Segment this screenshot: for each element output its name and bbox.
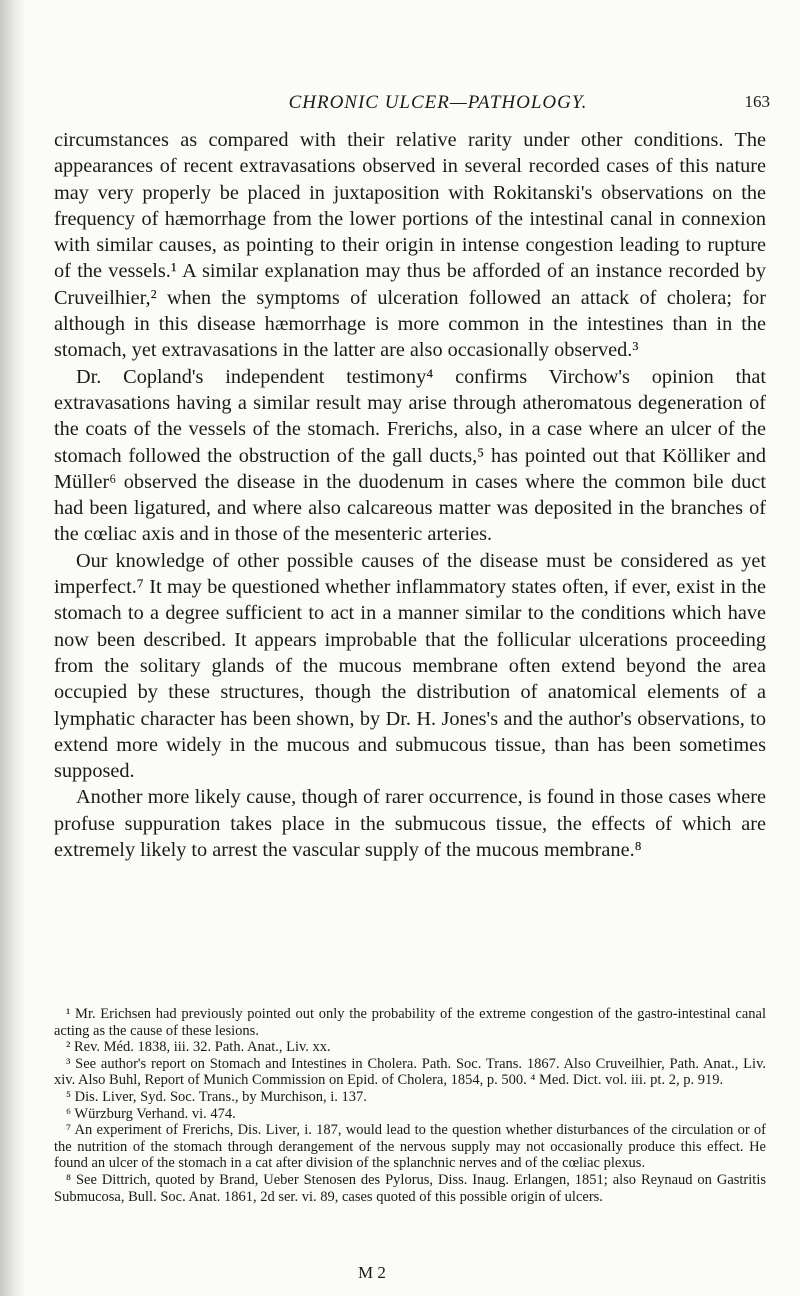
footnotes (54, 1006, 766, 1205)
paragraph: Dr. Copland's independent testimony⁴ confirms Virchow's opinion that extravasations having a similar result may arise through atheromatous degeneration of the coats of the vessels of the stomach. Frerichs, also, in a case where an ulcer of the stomach followed the obstruction of the gall ducts,⁵ has pointed out that Kölliker and Müller⁶ observed the disease in the duodenum in cases where the common bile duct had been ligatured, and where also calcareous matter was deposited in the branches of the cœliac axis and in those of the mesenteric arteries. (54, 365, 766, 546)
footnote: ³ See author's report on Stomach and Intestines in Cholera. Path. Soc. Trans. 1867. Also Cruveilhier, Path. Anat., Liv. xiv. Also Buhl, Report of Munich Commission on Epid. of Cholera, 1854, p. 500. ⁴ Med. Dict. vol. iii. pt. 2, p. 919. (54, 1055, 766, 1089)
footnote: ² Rev. Méd. 1838, iii. 32. Path. Anat., Liv. xx. (66, 1039, 331, 1056)
page-number: 163 (744, 92, 770, 111)
footnote: ⁸ See Dittrich, quoted by Brand, Ueber Stenosen des Pylorus, Diss. Inaug. Erlangen, 1851; also Reynaud on Gastritis Submucosa, Bull. Soc. Anat. 1861, 2d ser. vi. 89, cases quoted of this possible origin of ulcers. (54, 1171, 766, 1205)
paragraph: Another more likely cause, though of rarer occurrence, is found in those cases where profuse suppuration takes place in the submucous tissue, the effects of which are extremely likely to arrest the vascular supply of the mucous membrane.⁸ (54, 786, 766, 862)
page-header (120, 92, 770, 122)
footnote: ⁶ Würzburg Verhand. vi. 474. (66, 1105, 236, 1122)
paragraph: Our knowledge of other possible causes of the disease must be considered as yet imperfect.⁷ It may be questioned whether inflammatory states often, if ever, exist in the stomach to a degree sufficient to act in a manner similar to the conditions which have now been described. It appears improbable that the follicular ulcerations proceeding from the solitary glands of the mucous membrane often extend beyond the area occupied by these structures, though the distribution of anatomical elements of a lymphatic character has been shown, by Dr. H. Jones's and the author's observations, to extend more widely in the mucous and submucous tissue, than has been sometimes supposed. (54, 549, 766, 783)
footnote: ⁷ An experiment of Frerichs, Dis. Liver, i. 187, would lead to the question whether disturbances of the circulation or of the nutrition of the stomach through derangement of the nervous supply may not occasionally produce this effect. He found an ulcer of the stomach in a cat after division of the splanchnic nerves and of the cœliac plexus. (54, 1122, 766, 1172)
footnote: ¹ Mr. Erichsen had previously pointed out only the probability of the extreme congestion of the gastro-intestinal canal acting as the cause of these lesions. (54, 1006, 766, 1039)
body-text (54, 127, 766, 863)
signature-mark: M 2 (358, 1263, 386, 1282)
page-edge-shadow (0, 0, 26, 1296)
running-head: CHRONIC ULCER—PATHOLOGY. (288, 92, 588, 113)
footnote: ⁵ Dis. Liver, Syd. Soc. Trans., by Murchison, i. 137. (66, 1088, 367, 1105)
paragraph: circumstances as compared with their relative rarity under other conditions. The appearances of recent extravasations observed in several recorded cases of this nature may very properly be placed in juxtaposition with Rokitanski's observations on the frequency of hæmorrhage from the lower portions of the intestinal canal in connexion with similar causes, as pointing to their origin in intense congestion leading to rupture of the vessels.¹ A similar explanation may thus be afforded of an instance recorded by Cruveilhier,² when the symptoms of ulceration followed an attack of cholera; for although in this disease hæmorrhage is more common in the intestines than in the stomach, yet extravasations in the latter are also occasionally observed.³ (54, 129, 766, 362)
